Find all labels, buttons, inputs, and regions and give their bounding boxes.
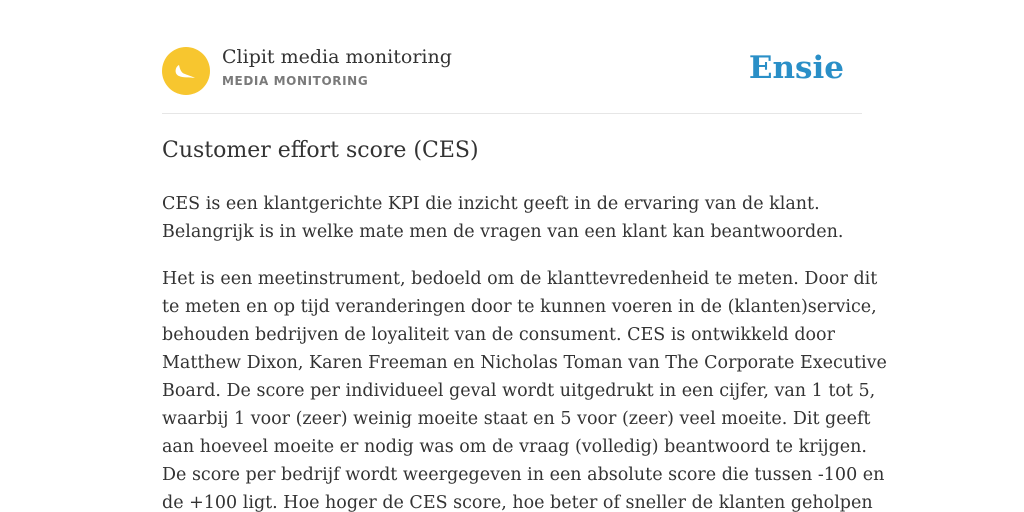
author-name[interactable]: Clipit media monitoring	[222, 46, 452, 68]
article-card	[162, 0, 887, 512]
paragraph-line: te meten en op tijd veranderingen door te kunnen voeren in de (klanten)service,	[162, 297, 877, 317]
paragraph-line: behouden bedrijven de loyaliteit van de consument. CES is ontwikkeld door	[162, 325, 835, 345]
article-body	[162, 190, 887, 512]
article-header	[162, 0, 862, 114]
speech-bubble-icon	[162, 47, 210, 95]
paragraph-line: de +100 ligt. Hoe hoger de CES score, hoe beter of sneller de klanten geholpen	[162, 493, 873, 512]
paragraph-line: Het is een meetinstrument, bedoeld om de klanttevredenheid te meten. Door dit	[162, 269, 878, 289]
article-paragraph	[162, 190, 862, 246]
author-subtitle: MEDIA MONITORING	[222, 74, 369, 88]
article-title: Customer effort score (CES)	[162, 138, 479, 163]
paragraph-line: aan hoeveel moeite er nodig was om de vraag (volledig) beantwoord te krijgen.	[162, 437, 867, 457]
paragraph-line: Board. De score per individueel geval wordt uitgedrukt in een cijfer, van 1 tot 5,	[162, 381, 876, 401]
paragraph-line: Belangrijk is in welke mate men de vragen van een klant kan beantwoorden.	[162, 222, 844, 242]
brand-logo[interactable]: Ensie	[748, 50, 844, 86]
paragraph-line: De score per bedrijf wordt weergegeven in een absolute score die tussen -100 en	[162, 465, 885, 485]
paragraph-line: waarbij 1 voor (zeer) weinig moeite staat en 5 voor (zeer) veel moeite. Dit geeft	[162, 409, 871, 429]
article-paragraph	[162, 265, 887, 512]
paragraph-line: CES is een klantgerichte KPI die inzicht geeft in de ervaring van de klant.	[162, 194, 820, 214]
paragraph-line: Matthew Dixon, Karen Freeman en Nicholas Toman van The Corporate Executive	[162, 353, 887, 373]
author-avatar[interactable]	[162, 47, 210, 95]
